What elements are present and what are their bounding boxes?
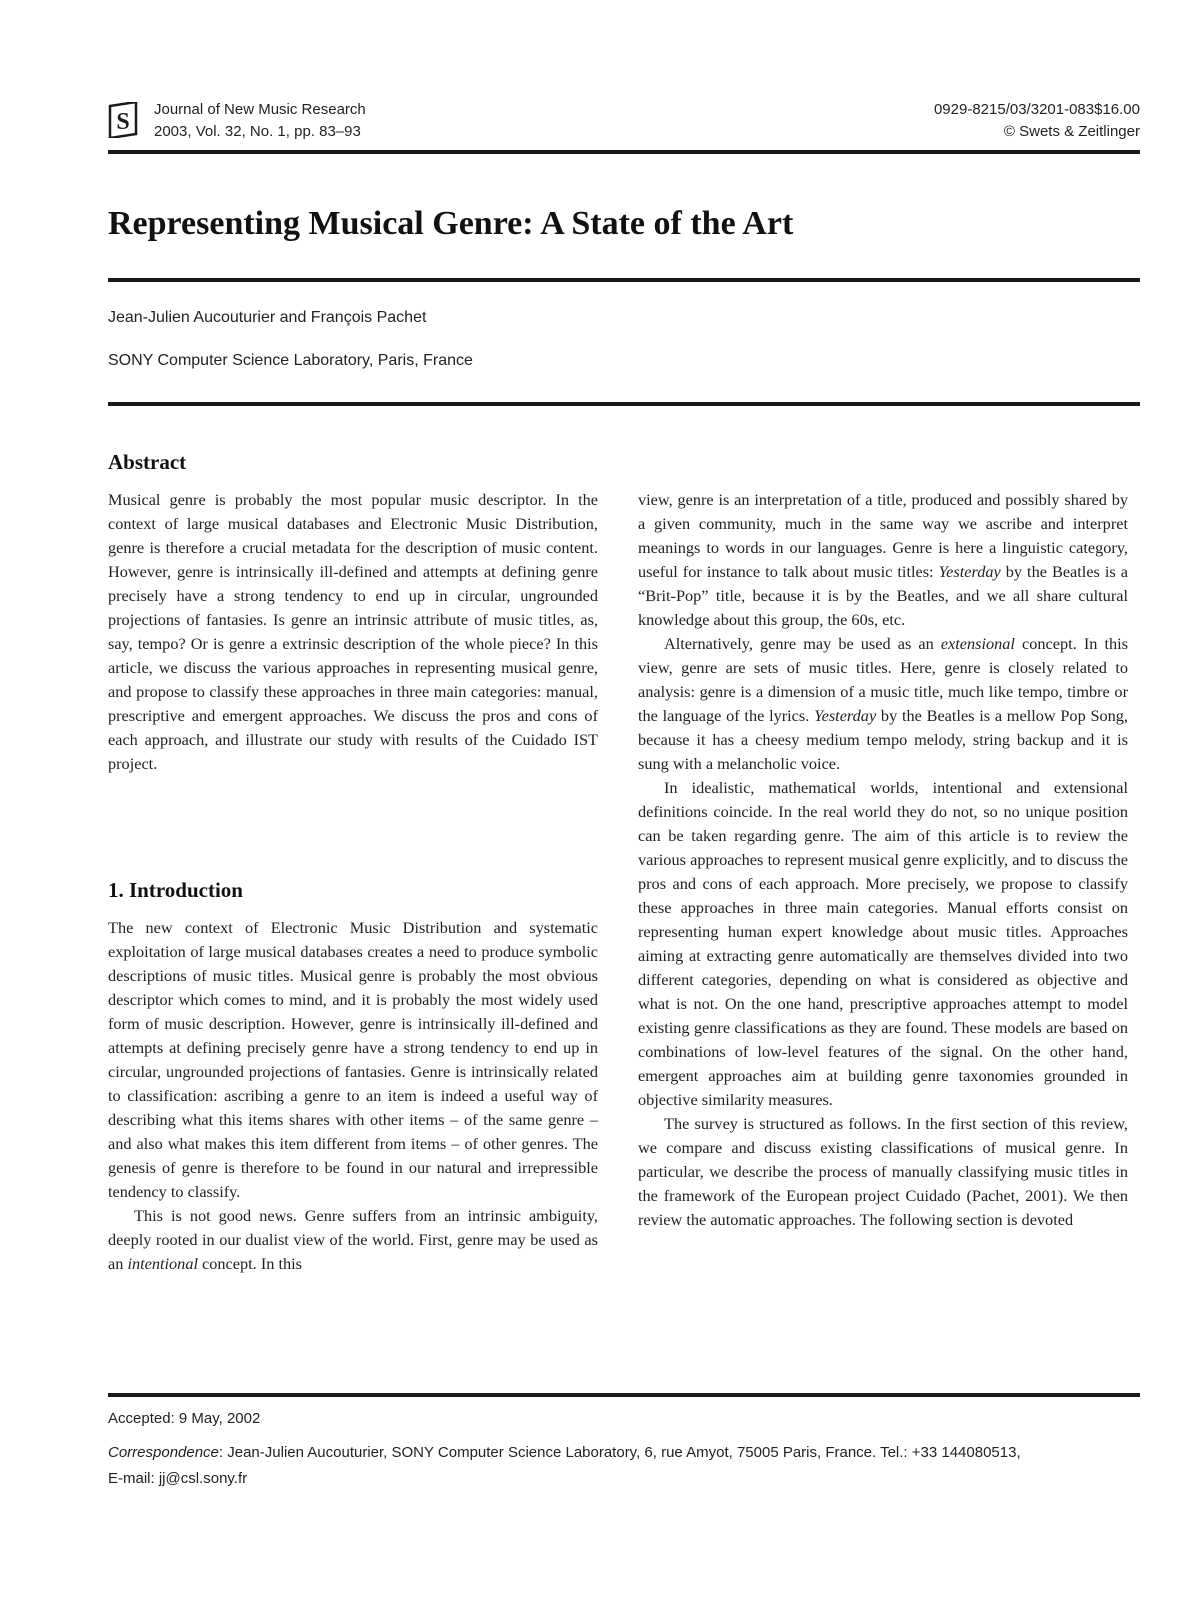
paper-title: Representing Musical Genre: A State of the Art [108,205,794,242]
abstract-body [108,488,598,776]
right-paragraph-3: In idealistic, mathematical worlds, intentional and extensional definitions coincide. In the real world they do not, so no unique position can be taken regarding genre. The aim of this article is to review the various approaches to represent musical genre explicitly, and to discuss the pros and cons of each approach. More precisely, we propose to classify these approaches in three main categories. Manual efforts consist on representing human expert knowledge about music titles. Approaches aiming at extracting genre automatically are themselves divided into two different categories, depending on what is considered as objective and what is not. On the one hand, prescriptive approaches attempt to model existing genre classifications as they are found. These models are based on combinations of low-level features of the signal. On the other hand, emergent approaches aim at building genre taxonomies grounded in objective similarity measures. [638,778,1128,1109]
intro-paragraph-2: This is not good news. Genre suffers from an intrinsic ambiguity, deeply rooted in our dualist view of the world. First, genre may be used as an intentional concept. In this [108,1206,598,1273]
right-paragraph-1: view, genre is an interpretation of a title, produced and possibly shared by a given community, much in the same way we ascribe and interpret meanings to words in our languages. Genre is here a linguistic category, useful for instance to talk about music titles: Yesterday by the Beatles is a “Brit-Pop” title, because it is by the Beatles, and we all share cultural knowledge about this group, the 60s, etc. [638,490,1129,629]
correspondence-email: E-mail: jj@csl.sony.fr [108,1470,248,1487]
intro-paragraph-1: The new context of Electronic Music Distribution and systematic exploitation of large musical databases creates a need to produce symbolic descriptions of music titles. Musical genre is probably the most obvious descriptor which comes to mind, and it is probably the most widely used form of music description. However, genre is intrinsically ill-defined and attempts at defining precisely genre have a strong tendency to end up in circular, ungrounded projections of fantasies. Genre is intrinsically related to classification: ascribing a genre to an item is indeed a useful way of describing what this items shares with other items – of the same genre – and also what makes this item different from items – of other genres. The genesis of genre is therefore to be found in our natural and irrepressible tendency to classify. [108,918,598,1201]
title-rule [108,278,1140,282]
introduction-heading: 1. Introduction [108,878,243,902]
publisher-logo [108,102,138,138]
header-rule [108,150,1140,154]
publisher: © Swets & Zeitlinger [1003,123,1140,140]
right-paragraph-2: Alternatively, genre may be used as an extensional concept. In this view, genre are sets of music titles. Here, genre is closely related to analysis: genre is a dimension of a music title, much like tempo, timbre or the language of the lyrics. Yesterday by the Beatles is a mellow Pop Song, because it has a cheesy medium tempo melody, string backup and it is sung with a melancholic voice. [638,634,1129,773]
correspondence [108,1440,1140,1492]
affiliation-rule [108,402,1140,406]
journal-info [154,99,366,143]
footer-rule [108,1393,1140,1397]
introduction-body [108,916,598,1276]
right-paragraph-4: The survey is structured as follows. In the first section of this review, we compare and discuss existing classifications of musical genre. In particular, we describe the process of manually classifying music titles in the framework of the European project Cuidado (Pachet, 2001). We then review the automatic approaches. The following section is devoted [638,1114,1128,1229]
journal-name: Journal of New Music Research [154,101,366,118]
correspondence-line: Correspondence: Jean-Julien Aucouturier, SONY Computer Science Laboratory, 6, rue Amyot, 75005 Paris, France. Tel.: +33 144080513, [108,1444,1021,1461]
authors: Jean-Julien Aucouturier and François Pachet [108,309,427,326]
right-column-body [638,488,1128,1232]
svg-text:S: S [116,109,130,135]
journal-volume: 2003, Vol. 32, No. 1, pp. 83–93 [154,123,361,140]
issn: 0929-8215/03/3201-083$16.00 [933,101,1140,118]
abstract-heading: Abstract [108,450,187,474]
publication-info [934,99,1140,143]
abstract-text: Musical genre is probably the most popular music descriptor. In the context of large musical databases and Electronic Music Distribution, genre is therefore a crucial metadata for the description of music content. However, genre is intrinsically ill-defined and attempts at defining genre precisely have a strong tendency to end up in circular, ungrounded projections of fantasies. Is genre an intrinsic attribute of music titles, as, say, tempo? Or is genre a extrinsic description of the whole piece? In this article, we discuss the various approaches in representing musical genre, and propose to classify these approaches in three main categories: manual, prescriptive and emergent approaches. We discuss the pros and cons of each approach, and illustrate our study with results of the Cuidado IST project. [108,490,598,773]
affiliation: SONY Computer Science Laboratory, Paris, France [108,352,473,369]
accepted-date: Accepted: 9 May, 2002 [108,1410,261,1427]
